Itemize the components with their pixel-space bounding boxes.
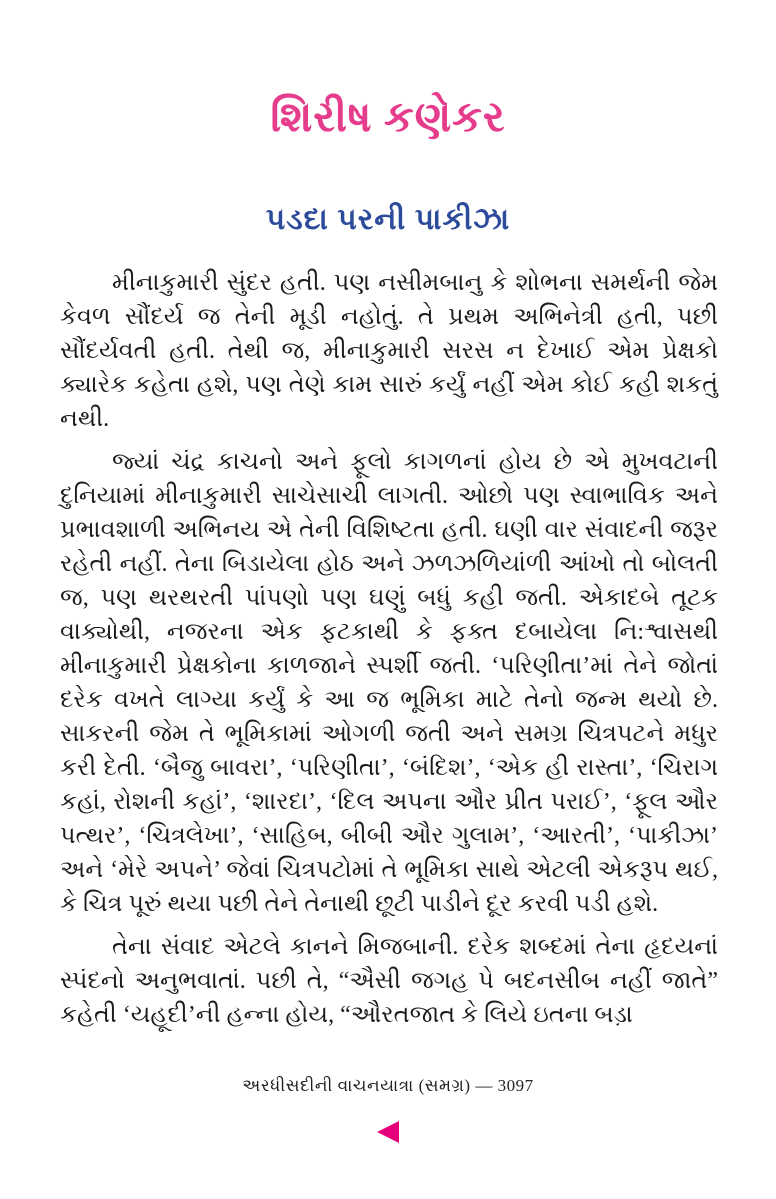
author-name: શિરીષ કણેકર <box>270 95 506 141</box>
article-title: પડદા પરની પાકીઝા <box>265 203 511 237</box>
body-paragraph: જ્યાં ચંદ્ર કાચનો અને ફૂલો કાગળનાં હોય છે એ મુખવટાની દુનિયામાં મીનાકુમારી સાચેસાચી લાગતી. ઓછો પણ સ્વાભાવિક અને પ્રભાવશાળી અભિનય એ તેની વિશિષ્ટતા હતી. ઘણી વાર સંવાદની જરૂર રહેતી નહીં. તેના બિડાયેલા હોઠ અને ઝળઝળિયાંળી આંખો તો બોલતી જ, પણ થરથરતી પાંપણો પણ ઘણું બધું કહી જતી. એકાદબે તૂટક વાક્યોથી, નજરના એક ફટકાથી કે ફક્ત દબાયેલા નિ:શ્વાસથી મીનાકુમારી પ્રેક્ષકોના કાળજાને સ્પર્શી જતી. ‘પરિણીતા’માં તેને જોતાં દરેક વખતે લાગ્યા કર્યું કે આ જ ભૂમિકા માટે તેનો જન્મ થયો છે. સાકરની જેમ તે ભૂમિકામાં ઓગળી જતી અને સમગ્ર ચિત્રપટને મધુર કરી દેતી. ‘બૈજુ બાવરા’, ‘પરિણીતા’, ‘બંદિશ’, ‘એક હી રાસ્તા’, ‘ચિરાગ કહાં, રોશની કહાં’, ‘શારદા’, ‘દિલ અપના ઔર પ્રીત પરાઈ’, ‘ફૂલ ઔર પત્થર’, ‘ચિત્રલેખા’, ‘સાહિબ, બીબી ઔર ગુલામ’, ‘આરતી’, ‘પાકીઝા’ અને ‘મેરે અપને’ જેવાં ચિત્રપટોમાં તે ભૂમિકા સાથે એટલી એકરૂપ થઈ, કે ચિત્ર પૂરું થયા પછી તેને તેનાથી છૂટી પાડીને દૂર કરવી પડી હશે. <box>60 449 718 918</box>
article-body <box>60 266 718 1032</box>
body-paragraph: મીનાકુમારી સુંદર હતી. પણ નસીમબાનુ કે શોભના સમર્થની જેમ કેવળ સૌંદર્ય જ તેની મૂડી નહોતું. તે પ્રથમ અભિનેત્રી હતી, પછી સૌંદર્યવતી હતી. તેથી જ, મીનાકુમારી સરસ ન દેખાઈ એમ પ્રેક્ષકો ક્યારેક કહેતા હશે, પણ તેણે કામ સારું કર્યું નહીં એમ કોઈ કહી શકતું નથી. <box>60 270 718 433</box>
footer-caption: અરધીસદીની વાચનયાત્રા (સમગ્ર) — 3097 <box>242 1076 534 1095</box>
prev-page-icon[interactable] <box>377 1121 399 1143</box>
body-paragraph: તેના સંવાદ એટલે કાનને મિજબાની. દરેક શબ્દમાં તેના હૃદયનાં સ્પંદનો અનુભવાતાં. પછી તે, “ઐસી જગહ પે બદનસીબ નહીં જાતે” કહેતી ‘યહૂદી’ની હન્ના હોય, “ઔરતજાત કે લિયે ઇતના બડ઼ા <box>60 934 718 1029</box>
